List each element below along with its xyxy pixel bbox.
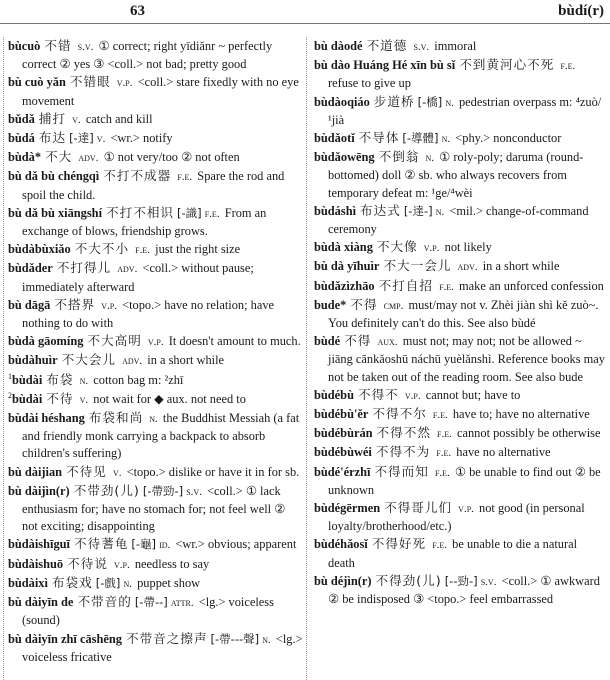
dictionary-entry xyxy=(314,148,606,202)
part-of-speech: v. xyxy=(96,133,106,146)
dictionary-entry xyxy=(8,148,304,167)
part-of-speech: v. xyxy=(72,113,81,126)
headword: bù dàiyīn de xyxy=(8,595,74,610)
traditional-form: [-帶---聲] xyxy=(210,631,260,646)
part-of-speech: n. xyxy=(425,152,435,165)
definition: <topo.> have no relation; have nothing to do with xyxy=(22,297,275,331)
headword: bù cuò yǎn xyxy=(8,75,66,90)
definition: puppet show xyxy=(137,575,201,590)
headword: bùcuò xyxy=(8,39,41,53)
headword: bùdà gāomíng xyxy=(8,334,84,349)
traditional-form: [-帶--] xyxy=(134,595,168,610)
part-of-speech: v.p. xyxy=(116,77,133,90)
dictionary-entry xyxy=(314,56,606,92)
headword: bùdǎder xyxy=(8,261,53,276)
traditional-form: [-帶勁-] xyxy=(142,483,184,498)
dictionary-entry xyxy=(8,463,304,482)
dictionary-entry xyxy=(8,129,304,148)
hanzi: 不大不小 xyxy=(74,241,130,257)
definition: Spare the rod and spoil the child. xyxy=(22,169,285,202)
part-of-speech: v.p. xyxy=(423,242,440,255)
dictionary-entry xyxy=(8,482,304,536)
hanzi: 不带音之擦声 xyxy=(125,630,208,646)
definition: <lg.> voiceless (sound) xyxy=(22,595,274,628)
dictionary-entry xyxy=(8,296,304,332)
hanzi: 布达 xyxy=(38,130,67,146)
traditional-form: [-橋] xyxy=(417,94,443,109)
dictionary-entry xyxy=(314,93,606,129)
headword: bù dǎ bù xiāngshí xyxy=(8,205,103,220)
definition: cotton bag m: ²zhī xyxy=(93,372,184,387)
dictionary-entry xyxy=(314,238,606,257)
hanzi: 步道桥 xyxy=(373,93,415,109)
dictionary-entry xyxy=(8,204,304,240)
hanzi: 不得哥儿们 xyxy=(384,500,453,516)
definition: pedestrian overpass m: ⁴zuò/¹jià xyxy=(328,94,602,127)
hanzi: 布达式 xyxy=(360,202,401,218)
hanzi: 不打得儿 xyxy=(56,260,112,276)
dictionary-entry xyxy=(314,277,606,296)
headword: bùdáshì xyxy=(314,203,357,218)
running-head: bùdí(r) xyxy=(558,3,604,19)
headword: bùdàixì xyxy=(8,575,48,590)
headword: bùdé xyxy=(314,334,341,349)
hanzi: 不得 xyxy=(350,296,378,312)
headword: bùdǎowēng xyxy=(314,150,375,165)
header-rule xyxy=(0,23,610,24)
headword: bùdébùrán xyxy=(314,426,373,441)
headword: bùdàoqiáo xyxy=(314,94,370,109)
dictionary-entry xyxy=(8,110,304,129)
definition: <coll.> ① awkward ② be indisposed ③ <topo.> feel embarrassed xyxy=(328,573,600,607)
dictionary-entry xyxy=(8,37,304,73)
hanzi: 不错 xyxy=(44,38,72,53)
definition: immoral xyxy=(434,39,477,53)
part-of-speech: f.e. xyxy=(177,171,193,184)
definition: make an unforced confession xyxy=(459,278,604,293)
hanzi: 不到黄河心不死 xyxy=(459,57,555,73)
definition: <topo.> dislike or have it in for sb. xyxy=(126,464,300,479)
part-of-speech: v.p. xyxy=(114,558,130,571)
definition: ① correct; right yīdiǎnr ~ perfectly correct ② yes ③ <coll.> not bad; pretty good xyxy=(22,39,273,72)
hanzi: 不大像 xyxy=(376,239,418,255)
hanzi: 布袋戏 xyxy=(51,574,93,590)
definition: not wait for ◆ aux. not need to xyxy=(93,391,246,406)
left-margin-line xyxy=(3,37,4,680)
part-of-speech: f.e. xyxy=(436,447,452,460)
hanzi: 不错眼 xyxy=(69,74,111,90)
headword: bùdàhuìr xyxy=(8,353,58,368)
hanzi: 不带音的 xyxy=(77,594,132,610)
part-of-speech: s.v. xyxy=(413,41,430,53)
headword: bùdá xyxy=(8,131,35,146)
definition: needless to say xyxy=(134,556,210,571)
headword: bù déjìn(r) xyxy=(314,573,372,588)
part-of-speech: f.e. xyxy=(560,60,576,73)
headword: bùdǎotǐ xyxy=(314,131,355,146)
dictionary-entry xyxy=(314,386,606,405)
dictionary-entry xyxy=(8,535,304,554)
hanzi: 不道德 xyxy=(366,38,408,53)
dictionary-entry xyxy=(8,167,304,203)
part-of-speech: adv. xyxy=(78,152,99,165)
definition: <wr.> obvious; apparent xyxy=(175,537,297,552)
hanzi: 不得不 xyxy=(357,386,399,402)
hanzi: 不带劲(儿) xyxy=(73,482,140,498)
page-header xyxy=(0,0,610,24)
definition: have to; have no alternative xyxy=(452,407,590,422)
page-number: 63 xyxy=(130,3,145,19)
headword: bùdé'érzhī xyxy=(314,464,371,479)
hanzi: 不得不尔 xyxy=(372,406,427,422)
part-of-speech: f.e. xyxy=(432,409,448,422)
headword: bùdǎzìzhāo xyxy=(314,278,375,293)
dictionary-entry xyxy=(8,409,304,463)
headword: bùdài héshang xyxy=(8,411,85,426)
dictionary-entry xyxy=(314,463,606,499)
part-of-speech: v.p. xyxy=(404,389,421,402)
headword: bùdàishīguī xyxy=(8,537,70,552)
definition: ① be unable to find out ② be unknown xyxy=(328,464,601,497)
definition: cannot but; have to xyxy=(425,387,521,402)
part-of-speech: n. xyxy=(262,633,271,646)
headword: bù dàiyīn zhī cāshēng xyxy=(8,631,122,646)
dictionary-entry xyxy=(314,535,606,571)
headword: bùdài xyxy=(12,391,43,406)
hanzi: 不打不相识 xyxy=(106,204,174,220)
headword: bù dà yīhuìr xyxy=(314,259,380,274)
traditional-form: [-戲] xyxy=(95,575,121,590)
hanzi: 不待说 xyxy=(67,555,108,571)
hanzi: 不待见 xyxy=(66,463,107,479)
part-of-speech: n. xyxy=(123,577,132,590)
part-of-speech: f.e. xyxy=(437,428,452,441)
hanzi: 不打自招 xyxy=(378,277,433,293)
definition: catch and kill xyxy=(85,111,153,126)
definition: ① roly-poly; daruma (round-bottomed) doll ② sb. who always recovers from temporary defeat m: ¹ge/⁴wèi xyxy=(328,150,584,200)
left-column xyxy=(8,37,304,666)
headword: bùdébù'ěr xyxy=(314,407,369,422)
dictionary-entry xyxy=(8,390,304,409)
headword: bǔdǎ xyxy=(8,111,35,126)
hanzi: 不大会儿 xyxy=(61,352,116,368)
part-of-speech: n. xyxy=(149,413,158,426)
dictionary-entry xyxy=(314,202,606,238)
part-of-speech: s.v. xyxy=(480,575,497,588)
part-of-speech: v.p. xyxy=(458,503,474,516)
homograph-number: 2 xyxy=(8,390,12,400)
part-of-speech: n. xyxy=(79,374,89,387)
definition: <coll.> ① lack enthusiasm for; have no stomach for; not feel well ② not exciting; disappointing xyxy=(22,483,286,534)
dictionary-entry xyxy=(314,572,606,608)
part-of-speech: f.e. xyxy=(135,244,151,257)
hanzi: 不搭界 xyxy=(54,296,96,312)
definition: have no alternative xyxy=(456,445,551,460)
part-of-speech: adv. xyxy=(122,355,143,368)
headword: bùdài xyxy=(12,372,43,387)
part-of-speech: v.p. xyxy=(101,299,117,312)
definition: It doesn't amount to much. xyxy=(168,334,301,349)
traditional-form: [-龜] xyxy=(131,537,156,552)
dictionary-entry xyxy=(8,574,304,593)
dictionary-entry xyxy=(314,405,606,424)
headword: bùdà* xyxy=(8,150,42,165)
part-of-speech: adv. xyxy=(117,263,138,276)
traditional-form: [-導體] xyxy=(402,131,439,146)
definition: <phy.> nonconductor xyxy=(455,131,562,146)
hanzi: 不打不成器 xyxy=(103,168,172,184)
part-of-speech: aux. xyxy=(377,336,398,349)
hanzi: 不得不然 xyxy=(376,425,431,441)
hanzi: 布袋 xyxy=(46,371,74,387)
definition: must/may not v. Zhèi jiàn shì kě zuò~. You definitely can't do this. See also bùdé xyxy=(328,297,599,331)
definition: <wr.> notify xyxy=(110,131,173,146)
definition: in a short while xyxy=(482,259,560,274)
right-column xyxy=(314,37,606,608)
dictionary-entry xyxy=(8,240,304,259)
dictionary-entry xyxy=(314,499,606,535)
hanzi: 捕打 xyxy=(38,110,67,126)
part-of-speech: s.v. xyxy=(186,485,202,498)
definition: ① not very/too ② not often xyxy=(103,150,240,165)
hanzi: 不得而知 xyxy=(374,463,429,479)
definition: refuse to give up xyxy=(328,76,411,91)
definition: cannot possibly be otherwise xyxy=(456,426,601,441)
part-of-speech: n. xyxy=(445,96,454,109)
headword: bù dào Huáng Hé xīn bù sǐ xyxy=(314,58,456,73)
headword: bù dǎ bù chéngqì xyxy=(8,169,100,184)
dictionary-entry xyxy=(314,129,606,148)
dictionary-entry xyxy=(8,555,304,574)
part-of-speech: v.p. xyxy=(147,336,164,349)
traditional-form: [--勁-] xyxy=(444,573,478,588)
headword: bù dàijian xyxy=(8,464,63,479)
hanzi: 不得好死 xyxy=(371,536,427,552)
homograph-number: 1 xyxy=(8,371,12,381)
hanzi: 不大一会儿 xyxy=(383,258,452,274)
dictionary-entry xyxy=(8,259,304,295)
hanzi: 不待蓍龟 xyxy=(74,536,129,552)
headword: bùdàishuō xyxy=(8,556,64,571)
dictionary-entry xyxy=(8,332,304,351)
part-of-speech: n. xyxy=(435,205,445,218)
definition: not likely xyxy=(444,240,492,255)
traditional-form: [-識] xyxy=(177,205,202,220)
dictionary-entry xyxy=(8,371,304,390)
part-of-speech: cmp. xyxy=(383,299,404,312)
traditional-form: [-達-] xyxy=(403,203,433,218)
dictionary-entry xyxy=(8,73,304,109)
hanzi: 不得劲(儿) xyxy=(375,572,442,588)
hanzi: 不得 xyxy=(344,333,372,349)
definition: <lg.> voiceless fricative xyxy=(22,631,303,664)
hanzi: 不大高明 xyxy=(87,333,142,349)
part-of-speech: f.e. xyxy=(432,539,448,552)
headword: bùdà xiàng xyxy=(314,240,373,255)
definition: <coll.> stare fixedly with no eye movement xyxy=(22,75,299,108)
hanzi: 布袋和尚 xyxy=(88,410,144,426)
part-of-speech: attr. xyxy=(170,597,194,610)
dictionary-entry xyxy=(8,593,304,629)
part-of-speech: adv. xyxy=(457,261,478,274)
dictionary-entry xyxy=(8,630,304,666)
part-of-speech: v. xyxy=(79,393,89,406)
part-of-speech: v. xyxy=(112,466,122,479)
definition: just the right size xyxy=(155,242,241,257)
hanzi: 不导体 xyxy=(358,130,400,146)
headword: bù dāgā xyxy=(8,297,51,312)
hanzi: 不待 xyxy=(46,390,74,406)
definition: From an exchange of blows, friendship grows. xyxy=(22,205,267,239)
headword: bù dàodé xyxy=(314,39,363,53)
definition: <mil.> change-of-command ceremony xyxy=(328,203,589,237)
headword: bùdébùwéi xyxy=(314,445,372,460)
dictionary-entry xyxy=(314,332,606,386)
headword: bù dàijìn(r) xyxy=(8,483,70,498)
definition: <coll.> without pause; immediately afterward xyxy=(22,261,254,294)
definition: the Buddhist Messiah (a fat and friendly monk carrying a backpack to absorb children's suffering) xyxy=(22,411,300,461)
hanzi: 不得不为 xyxy=(375,444,431,460)
hanzi: 不倒翁 xyxy=(378,149,420,165)
traditional-form: [-達] xyxy=(69,131,94,146)
headword: bùdébù xyxy=(314,387,354,402)
headword: bùdàbùxiǎo xyxy=(8,242,71,257)
dictionary-entry xyxy=(314,296,606,332)
definition: in a short while xyxy=(147,353,225,368)
part-of-speech: id. xyxy=(159,539,171,552)
part-of-speech: f.e. xyxy=(204,207,220,220)
dictionary-entry xyxy=(8,351,304,370)
dictionary-entry xyxy=(314,257,606,276)
column-divider xyxy=(306,37,307,680)
dictionary-entry xyxy=(314,37,606,56)
definition: not good (in personal loyalty/brotherhood/etc.) xyxy=(328,501,585,534)
definition: must not; may not; not be allowed ~ jiāng cānkǎoshū náchū yuèlǎnshì. Reference books may not be taken out of the reading room. See also bude xyxy=(328,334,605,384)
headword: bùdéhǎosǐ xyxy=(314,537,368,552)
definition: be unable to die a natural death xyxy=(328,537,578,570)
headword: bude* xyxy=(314,297,347,312)
part-of-speech: s.v. xyxy=(77,41,94,53)
dictionary-entry xyxy=(314,443,606,462)
part-of-speech: n. xyxy=(441,133,451,146)
headword: bùdégērmen xyxy=(314,501,381,516)
part-of-speech: f.e. xyxy=(439,280,454,293)
dictionary-entry xyxy=(314,424,606,443)
hanzi: 不大 xyxy=(45,149,73,165)
part-of-speech: f.e. xyxy=(434,466,450,479)
